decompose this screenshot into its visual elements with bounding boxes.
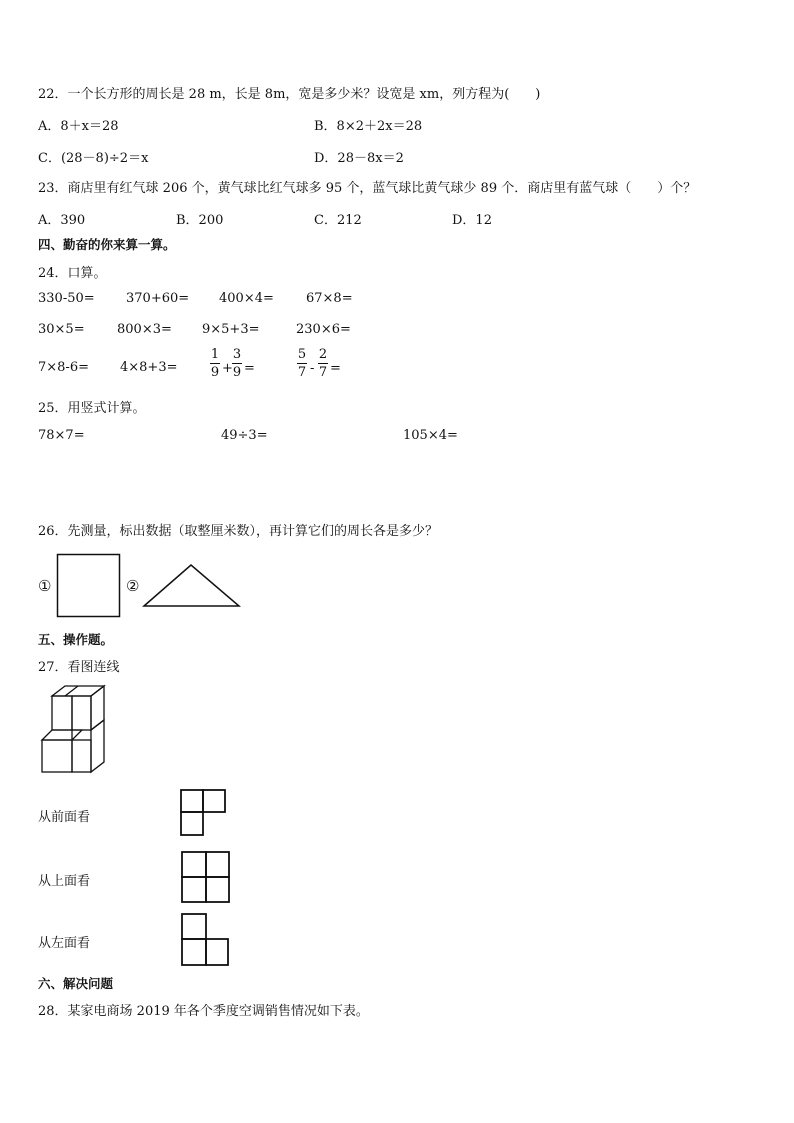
- q24-item: 30×5=: [38, 322, 85, 337]
- q23-option-a[interactable]: A．390: [38, 213, 86, 228]
- q23-option-d[interactable]: D．12: [452, 213, 492, 228]
- q22-option-c[interactable]: C．(28－8)÷2＝x: [38, 151, 149, 166]
- view-label-left: 从左面看: [38, 936, 91, 951]
- view-label-top: 从上面看: [38, 874, 91, 889]
- q22-stem: 22．一个长方形的周长是 28 m，长是 8m，宽是多少米？设宽是 xm，列方程为( ): [38, 87, 541, 102]
- plus-sign: +: [222, 361, 233, 376]
- q25-item: 78×7=: [38, 428, 85, 443]
- fraction-five-sevenths: [297, 347, 307, 380]
- view-label-front: 从前面看: [38, 810, 91, 825]
- section-4-heading: 四、勤奋的你来算一算。: [38, 237, 176, 252]
- q26-stem: 26．先测量，标出数据（取整厘米数），再计算它们的周长各是多少？: [38, 524, 439, 539]
- denominator: 7: [318, 365, 328, 380]
- q23-option-c[interactable]: C．212: [314, 213, 362, 228]
- q25-item: 49÷3=: [221, 428, 268, 443]
- top-view-grid[interactable]: [180, 850, 232, 904]
- denominator: 7: [297, 365, 307, 380]
- left-view-grid[interactable]: [180, 912, 232, 968]
- minus-sign: -: [310, 361, 315, 376]
- q28-stem: 28．某家电商场 2019 年各个季度空调销售情况如下表。: [38, 1004, 369, 1019]
- q24-item: 400×4=: [219, 291, 274, 306]
- q24-title: 24．口算。: [38, 266, 107, 281]
- fraction-one-ninth: [210, 347, 220, 380]
- equals-sign: =: [244, 361, 255, 376]
- q24-item: 9×5+3=: [202, 322, 260, 337]
- denominator: 9: [232, 365, 242, 380]
- fraction-three-ninths: [232, 347, 242, 380]
- triangle-figure: [140, 562, 244, 608]
- numerator: 5: [297, 347, 307, 362]
- fraction-bar: [210, 363, 220, 364]
- shape-label-2: ②: [126, 577, 140, 595]
- denominator: 9: [210, 365, 220, 380]
- fraction-bar: [232, 363, 242, 364]
- fraction-bar: [297, 363, 307, 364]
- q24-item: 230×6=: [296, 322, 351, 337]
- q23-option-b[interactable]: B．200: [176, 213, 224, 228]
- numerator: 3: [232, 347, 242, 362]
- q24-item: 330-50=: [38, 291, 95, 306]
- numerator: 2: [318, 347, 328, 362]
- q23-stem: 23．商店里有红气球 206 个，黄气球比红气球多 95 个，蓝气球比黄气球少 89 个．商店里有蓝气球（ ）个？: [38, 181, 697, 196]
- q27-title: 27．看图连线: [38, 660, 120, 675]
- shape-label-1: ①: [38, 577, 52, 595]
- q25-item: 105×4=: [403, 428, 458, 443]
- q22-option-b[interactable]: B．8×2＋2x＝28: [314, 119, 423, 134]
- square-figure: [54, 551, 124, 621]
- q22-option-a[interactable]: A．8＋x＝28: [38, 119, 119, 134]
- q24-item: 4×8+3=: [120, 360, 178, 375]
- q24-item: 800×3=: [117, 322, 172, 337]
- fraction-bar: [318, 363, 328, 364]
- section-5-heading: 五、操作题。: [38, 632, 114, 647]
- q22-option-d[interactable]: D．28－8x＝2: [314, 151, 404, 166]
- q25-title: 25．用竖式计算。: [38, 401, 146, 416]
- fraction-two-sevenths: [318, 347, 328, 380]
- cube-stack-figure: [36, 682, 136, 782]
- q24-item: 370+60=: [126, 291, 190, 306]
- section-6-heading: 六、解决问题: [38, 976, 114, 991]
- numerator: 1: [210, 347, 220, 362]
- q24-item: 67×8=: [306, 291, 353, 306]
- q24-item: 7×8-6=: [38, 360, 89, 375]
- front-view-grid[interactable]: [179, 788, 229, 838]
- equals-sign: =: [330, 361, 341, 376]
